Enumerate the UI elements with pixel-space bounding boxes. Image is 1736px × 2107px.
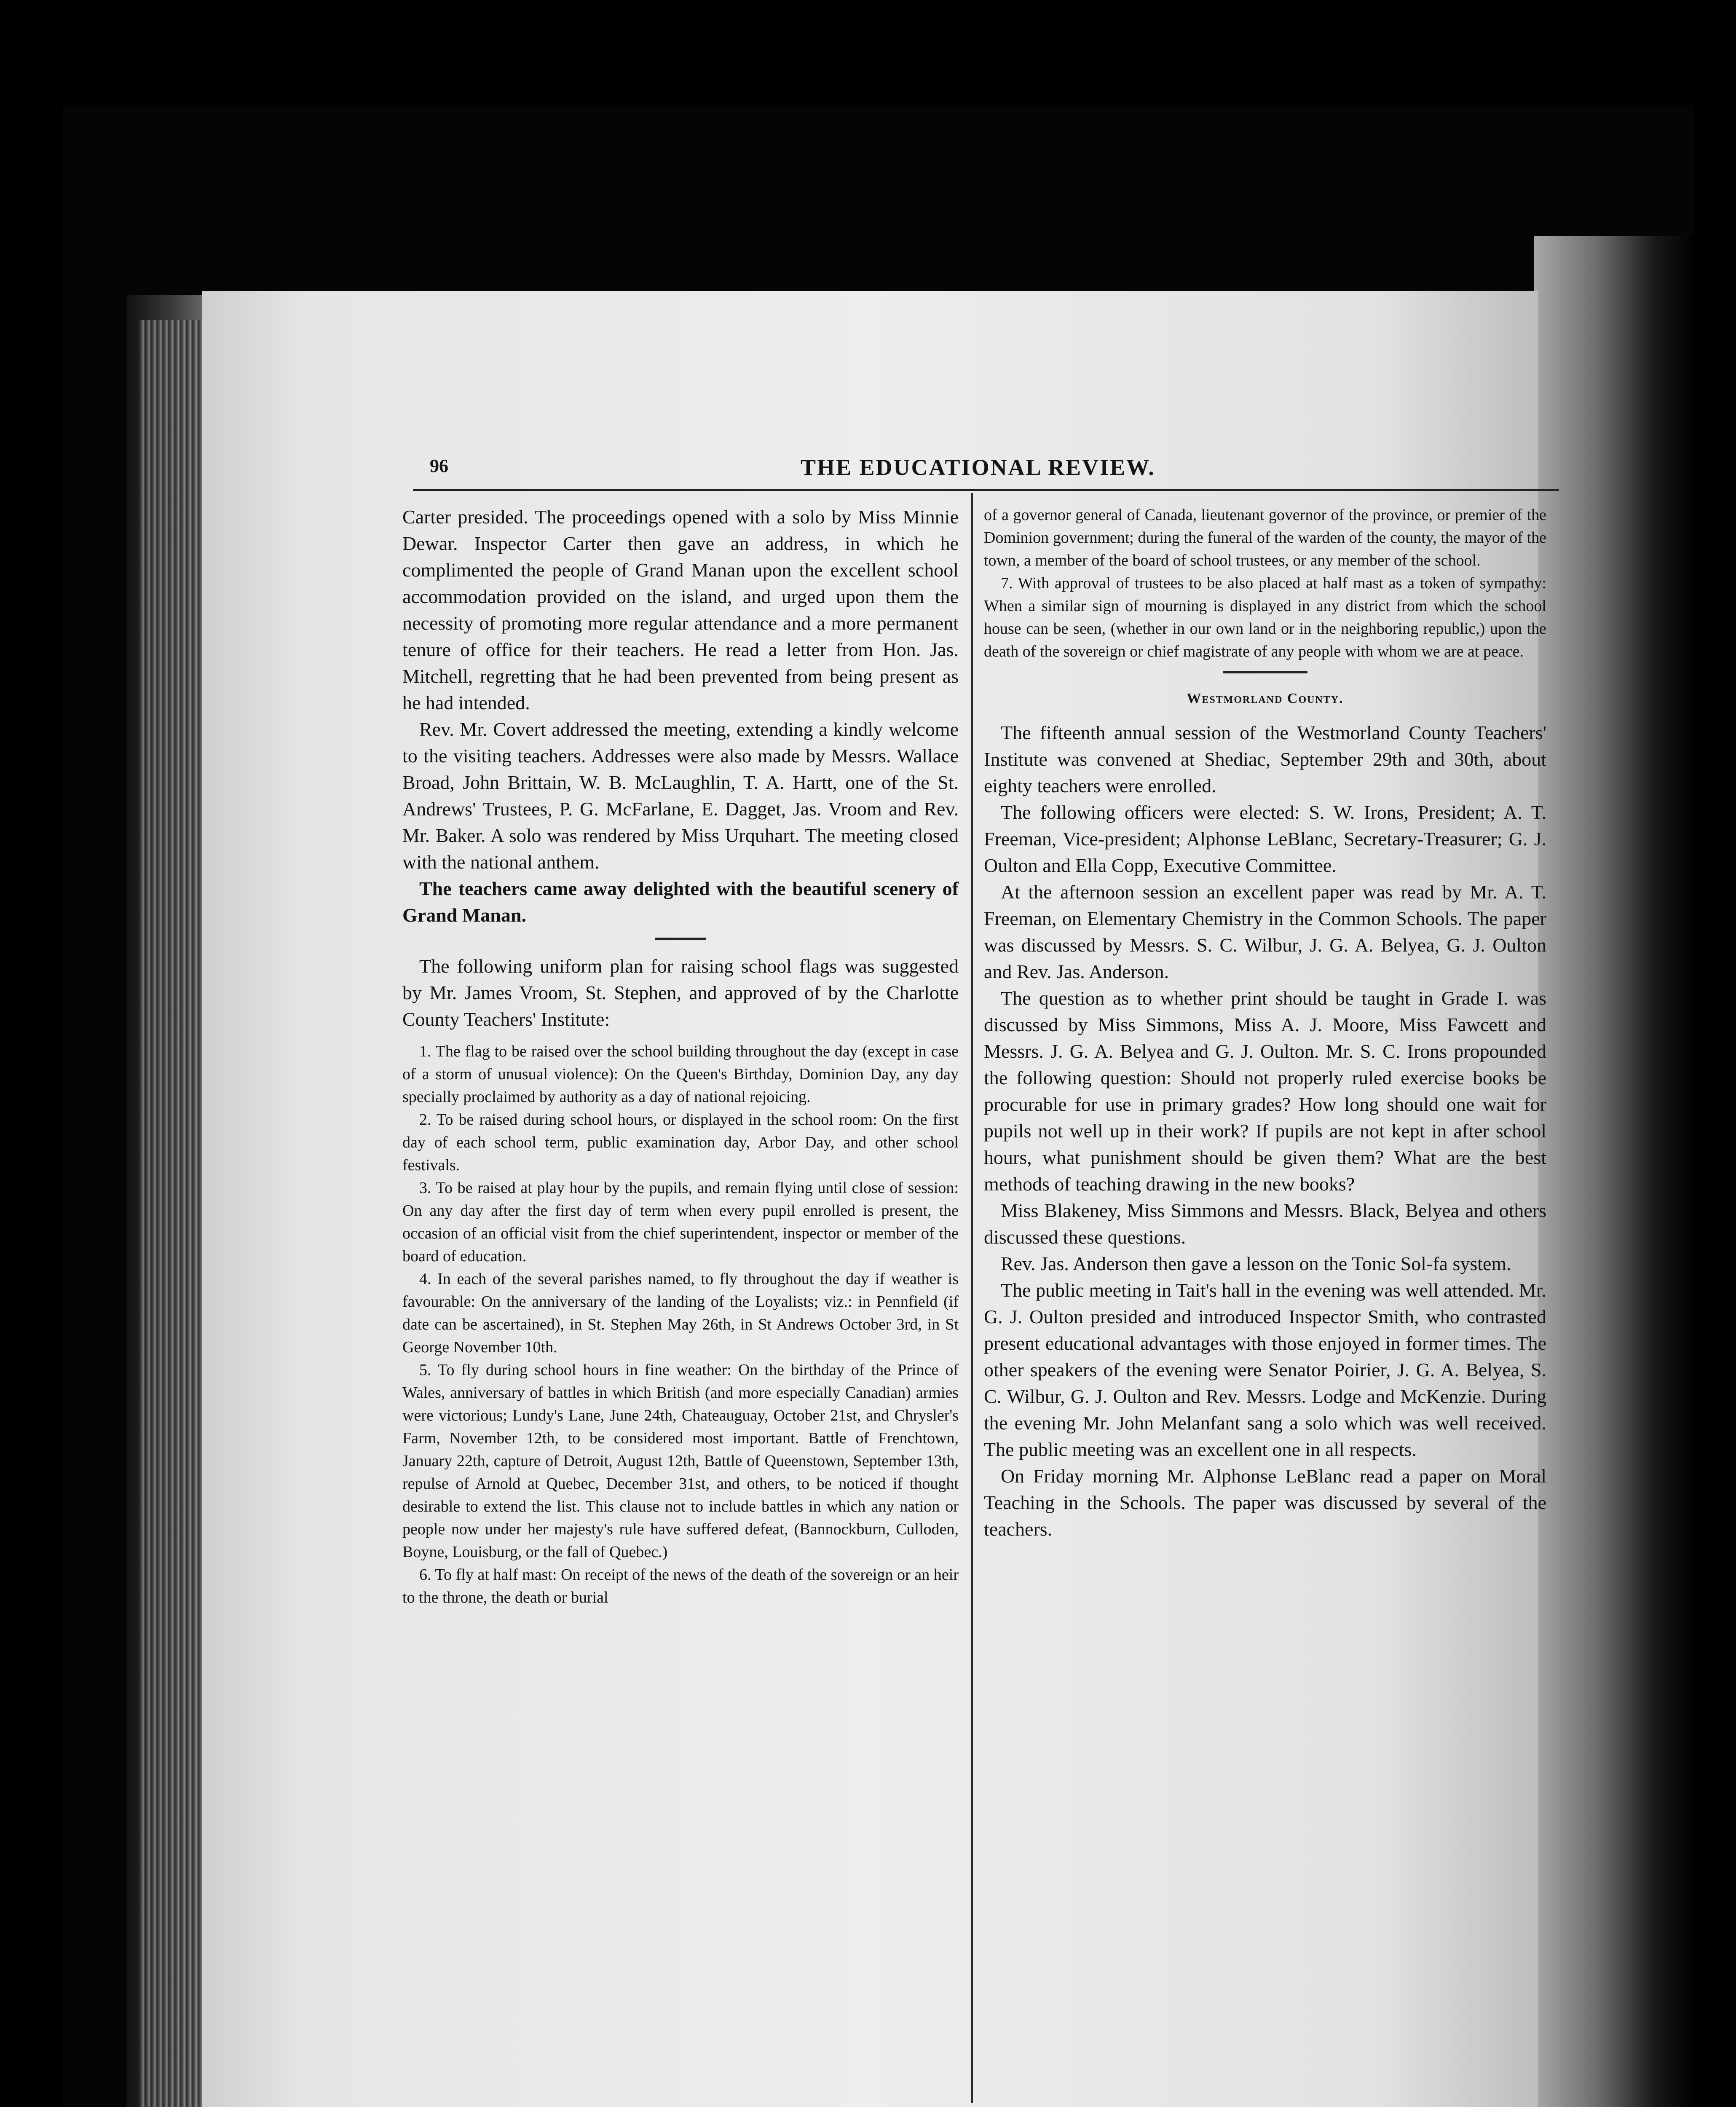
right-column (984, 504, 1546, 1542)
header-rule (413, 489, 1559, 491)
left-column (402, 504, 959, 1609)
list-item: 1. The flag to be raised over the school building throughout the day (except in case of a storm of unusual violence): On the Queen's Birthday, Dominion Day, any day specially proclaimed by authority as a day of national rejoicing. (402, 1043, 959, 1106)
list-item: 3. To be raised at play hour by the pupils, and remain flying until close of session: On any day after the first day of term when every pupil enrolled is present, the occasion of an official visit from the chief superintendent, inspector or member of the board of education. (402, 1179, 959, 1265)
paragraph: Carter presided. The proceedings opened with a solo by Miss Minnie Dewar. Inspector Carter then gave an address, in which he complimented the people of Grand Manan upon the excellent school accommodation provided on the island, and urged upon them the necessity of promoting more regular attendance and a more permanent tenure of office for their teachers. He read a letter from Hon. Jas. Mitchell, regretting that he had been prevented from being present as he had intended. (402, 506, 959, 713)
flag-plan-list-continued (984, 504, 1546, 663)
flag-plan-list (402, 1040, 959, 1609)
paragraph: The public meeting in Tait's hall in the evening was well attended. Mr. G. J. Oulton presided and introduced Inspector Smith, who contrasted present educational advantages with those enjoyed in former times. The other speakers of the evening were Senator Poirier, J. G. A. Belyea, S. C. Wilbur, G. J. Oulton and Rev. Messrs. Lodge and McKenzie. During the evening Mr. John Melanfant sang a solo which was well received. The public meeting was an excellent one in all respects. (984, 1279, 1546, 1460)
paragraph: The question as to whether print should be taught in Grade I. was discussed by Miss Simmons, Miss A. J. Moore, Miss Fawcett and Messrs. J. G. A. Belyea and G. J. Oulton. Mr. S. C. Irons propounded the following question: Should not properly ruled exercise books be procurable for use in primary grades? How long should one wait for pupils not well up in their work? If pupils are not kept in after school hours, what punishment should be given them? What are the best methods of teaching drawing in the new books? (984, 987, 1546, 1195)
list-item: of a governor general of Canada, lieutenant governor of the province, or premier of the Dominion government; during the funeral of the warden of the county, the mayor of the town, a member of the board of school trustees, or any member of the school. (984, 506, 1546, 569)
paragraph: Rev. Jas. Anderson then gave a lesson on the Tonic Sol-fa system. (1001, 1253, 1511, 1274)
list-item: 4. In each of the several parishes named, to fly throughout the day if weather is favourable: On the anniversary of the landing of the Loyalists; viz.: in Pennfield (if date can be ascertained), in St. Stephen May 26th, in St Andrews October 3rd, in St George November 10th. (402, 1270, 959, 1356)
list-item: 5. To fly during school hours in fine weather: On the birthday of the Prince of Wales, anniversary of battles in which British (and more especially Canadian) armies were victorious; Lundy's Lane, June 24th, Chateauguay, October 21st, and Chrysler's Farm, November 12th, to be considered most important. Battle of Frenchtown, January 22th, capture of Detroit, August 12th, Battle of Queenstown, September 13th, repulse of Arnold at Quebec, December 31st, and others, to be noticed if thought desirable to extend the list. This clause not to include battles in which any nation or people now under her majesty's rule have suffered defeat, (Bannockburn, Culloden, Boyne, Louisburg, or the fall of Quebec.) (402, 1361, 959, 1561)
book-page (202, 291, 1546, 2107)
paragraph: On Friday morning Mr. Alphonse LeBlanc read a paper on Moral Teaching in the Schools. The paper was discussed by several of the teachers. (984, 1465, 1546, 1540)
paragraph: The teachers came away delighted with the beautiful scenery of Grand Manan. (402, 878, 959, 926)
running-title: THE EDUCATIONAL REVIEW. (801, 455, 1155, 480)
page-number: 96 (430, 456, 448, 476)
paragraph: The following officers were elected: S. W. Irons, President; A. T. Freeman, Vice-president; Alphonse LeBlanc, Secretary-Treasurer; G. J. Oulton and Ella Copp, Executive Committee. (984, 802, 1546, 876)
section-heading: Westmorland County. (1187, 691, 1344, 706)
paragraph: Rev. Mr. Covert addressed the meeting, extending a kindly welcome to the visiting teachers. Addresses were also made by Messrs. Wallace Broad, John Brittain, W. B. McLaughlin, T. A. Hartt, one of the St. Andrews' Trustees, P. G. McFarlane, E. Dagget, Jas. Vroom and Rev. Mr. Baker. A solo was rendered by Miss Urquhart. The meeting closed with the national anthem. (402, 718, 959, 873)
paragraph: Miss Blakeney, Miss Simmons and Messrs. Black, Belyea and others discussed these questions. (984, 1200, 1546, 1248)
page-edges (139, 320, 202, 2107)
section-rule (1223, 671, 1307, 673)
list-item: 2. To be raised during school hours, or displayed in the school room: On the first day of each school term, public examination day, Arbor Day, and other school festivals. (402, 1111, 959, 1174)
book-gutter (1534, 236, 1694, 2107)
paragraph: At the afternoon session an excellent paper was read by Mr. A. T. Freeman, on Elementary Chemistry in the Common Schools. The paper was discussed by Messrs. S. C. Wilbur, J. G. A. Belyea, G. J. Oulton and Rev. Jas. Anderson. (984, 881, 1546, 982)
column-divider (971, 493, 973, 2103)
list-item: 7. With approval of trustees to be also placed at half mast as a token of sympathy: When a similar sign of mourning is displayed in any district from which the school house can be seen, (whether in our own land or in the neighboring republic,) upon the death of the sovereign or chief magistrate of any people with whom we are at peace. (984, 574, 1546, 660)
paragraph: The following uniform plan for raising school flags was suggested by Mr. James Vroom, St. Stephen, and approved of by the Charlotte County Teachers' Institute: (402, 955, 959, 1030)
list-item: 6. To fly at half mast: On receipt of the news of the death of the sovereign or an heir to the throne, the death or burial (402, 1566, 959, 1606)
paragraph: The fifteenth annual session of the Westmorland County Teachers' Institute was convened at Shediac, September 29th and 30th, about eighty teachers were enrolled. (984, 722, 1546, 796)
section-rule (655, 938, 706, 940)
